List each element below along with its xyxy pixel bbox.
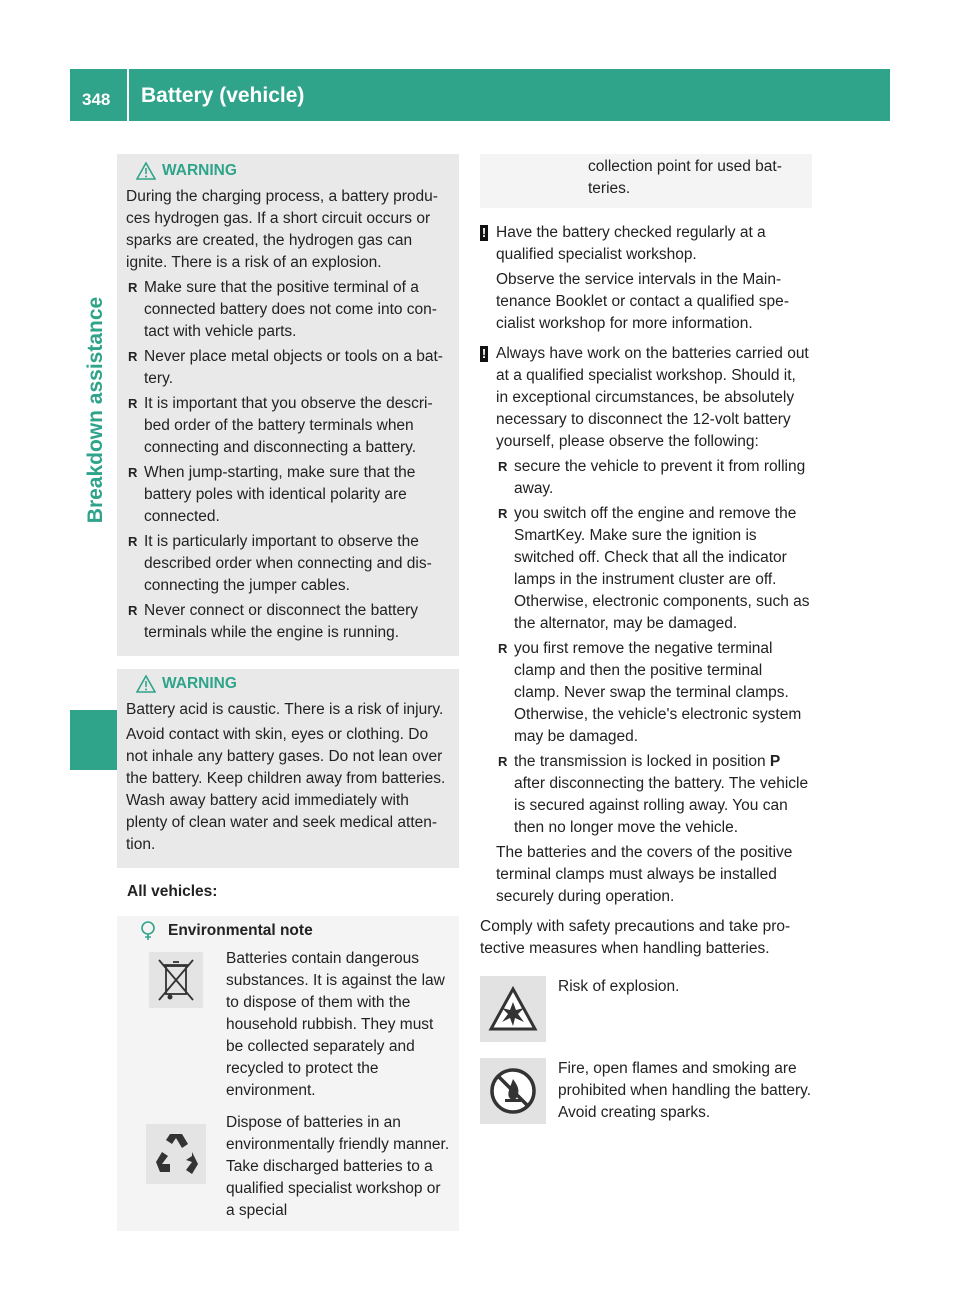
note-text: The batteries and the covers of the positive terminal clamps must always be installed securely during operation. xyxy=(496,844,793,905)
list-item: R Make sure that the positive terminal of a connected battery does not come into contact with vehicle parts. xyxy=(126,277,450,343)
note-disconnect xyxy=(480,343,812,908)
exclamation-icon: ! xyxy=(481,225,487,240)
side-tab-label-wrap xyxy=(70,130,122,690)
note-bullet-list xyxy=(496,456,812,839)
list-item: R It is particularly important to observe the described order when connecting and disconnecting the jumper cables. xyxy=(126,531,450,597)
recycle-icon xyxy=(146,1124,206,1184)
env-note-title: Environmental note xyxy=(168,922,313,939)
note-service xyxy=(480,222,812,335)
list-item: R Never place metal objects or tools on a battery. xyxy=(126,346,450,390)
header-divider xyxy=(127,69,129,121)
fire-pictogram xyxy=(480,1058,546,1124)
warning-title: WARNING xyxy=(162,675,237,692)
explosion-warning-icon xyxy=(488,986,538,1032)
env-text: Batteries contain dangerous substances. It is against the law to dispose of them with the household rubbish. They must be collected separately and recycled to protect the environment. xyxy=(226,950,445,1099)
safety-text: Comply with safety precautions and take protective measures when handling batteries. xyxy=(480,918,791,957)
env-icon-cell xyxy=(126,948,226,1102)
note-text: Have the battery checked regularly at a qualified specialist workshop. xyxy=(496,224,766,263)
lightbulb-icon xyxy=(140,921,156,941)
env-text-continued: collection point for used batteries. xyxy=(588,158,782,197)
section-heading: All vehicles: xyxy=(127,883,218,900)
list-item: R you switch off the engine and remove the SmartKey. Make sure the ignition is switched off. Check that all the indicator lamps in the instrument cluster are off. Otherwise, electronic components, such as the alternator, may be damaged. xyxy=(496,503,812,635)
warning-box-charging xyxy=(117,154,459,656)
note-text: Always have work on the batteries carried out at a qualified specialist workshop. Should it, in exceptional circumstances, be absolutely necessary to disconnect the 12-volt battery yourself, please observe the following: xyxy=(496,345,809,450)
list-item: R It is important that you observe the described order of the battery terminals when connecting and disconnecting a battery. xyxy=(126,393,450,459)
warning-triangle-icon xyxy=(136,675,156,693)
warning-bullet-list xyxy=(126,277,450,644)
warning-box-acid xyxy=(117,669,459,868)
page-number: 348 xyxy=(82,90,111,109)
note-text: Observe the service intervals in the Maintenance Booklet or contact a qualified specialist workshop for more information. xyxy=(496,271,789,332)
bullet-text: after disconnecting the battery. The vehicle is secured against rolling away. You can then no longer move the vehicle. xyxy=(514,775,809,836)
warning-triangle-icon xyxy=(136,162,156,180)
warning-text: Avoid contact with skin, eyes or clothing. Do not inhale any battery gases. Do not lean over the battery. Keep children away from batteries. Wash away battery acid immediately with plenty of clean water and seek medical attention. xyxy=(126,726,446,853)
list-item: R you first remove the negative terminal clamp and then the positive terminal clamp. Never swap the terminal clamps. Otherwise, the vehicle's electronic system may be damaged. xyxy=(496,638,812,748)
env-note-continued xyxy=(480,154,812,208)
page-title: Battery (vehicle) xyxy=(141,84,305,107)
warning-header xyxy=(136,673,450,695)
symbol-text: Fire, open flames and smoking are prohibited when handling the battery. Avoid creating sparks. xyxy=(558,1060,812,1121)
list-item: R Never connect or disconnect the battery terminals while the engine is running. xyxy=(126,600,450,644)
explosion-pictogram xyxy=(480,976,546,1042)
exclamation-icon: ! xyxy=(481,346,487,361)
side-tab xyxy=(70,130,122,1174)
env-row xyxy=(126,1112,450,1222)
warning-title: WARNING xyxy=(162,162,237,179)
side-tab-label: Breakdown assistance xyxy=(84,296,107,524)
env-note-header xyxy=(140,920,450,942)
symbol-text: Risk of explosion. xyxy=(558,978,680,995)
right-column xyxy=(480,154,812,1140)
list-item: R When jump-starting, make sure that the battery poles with identical polarity are connected. xyxy=(126,462,450,528)
side-tab-marker xyxy=(70,710,122,770)
warning-header xyxy=(136,160,450,182)
environmental-note-box xyxy=(117,916,459,1231)
env-row xyxy=(126,948,450,1102)
no-open-flame-icon xyxy=(488,1066,538,1116)
warning-text: Battery acid is caustic. There is a risk of injury. xyxy=(126,701,444,718)
gear-position: P xyxy=(769,753,781,770)
bullet-text: the transmission is locked in position xyxy=(514,753,770,770)
symbol-row-explosion xyxy=(480,976,812,1042)
page-header xyxy=(70,69,890,121)
warning-intro: During the charging process, a battery produces hydrogen gas. If a short circuit occurs or sparks are created, the hydrogen gas can ignite. There is a risk of an explosion. xyxy=(126,188,438,271)
env-icon-cell xyxy=(126,1112,226,1222)
env-text: Dispose of batteries in an environmentally friendly manner. Take discharged batteries to a qualified specialist workshop or a special xyxy=(226,1114,450,1219)
symbol-row-fire xyxy=(480,1058,812,1124)
list-item xyxy=(496,751,812,839)
left-column xyxy=(117,154,459,1231)
crossed-bin-icon xyxy=(149,952,203,1008)
list-item: R secure the vehicle to prevent it from rolling away. xyxy=(496,456,812,500)
